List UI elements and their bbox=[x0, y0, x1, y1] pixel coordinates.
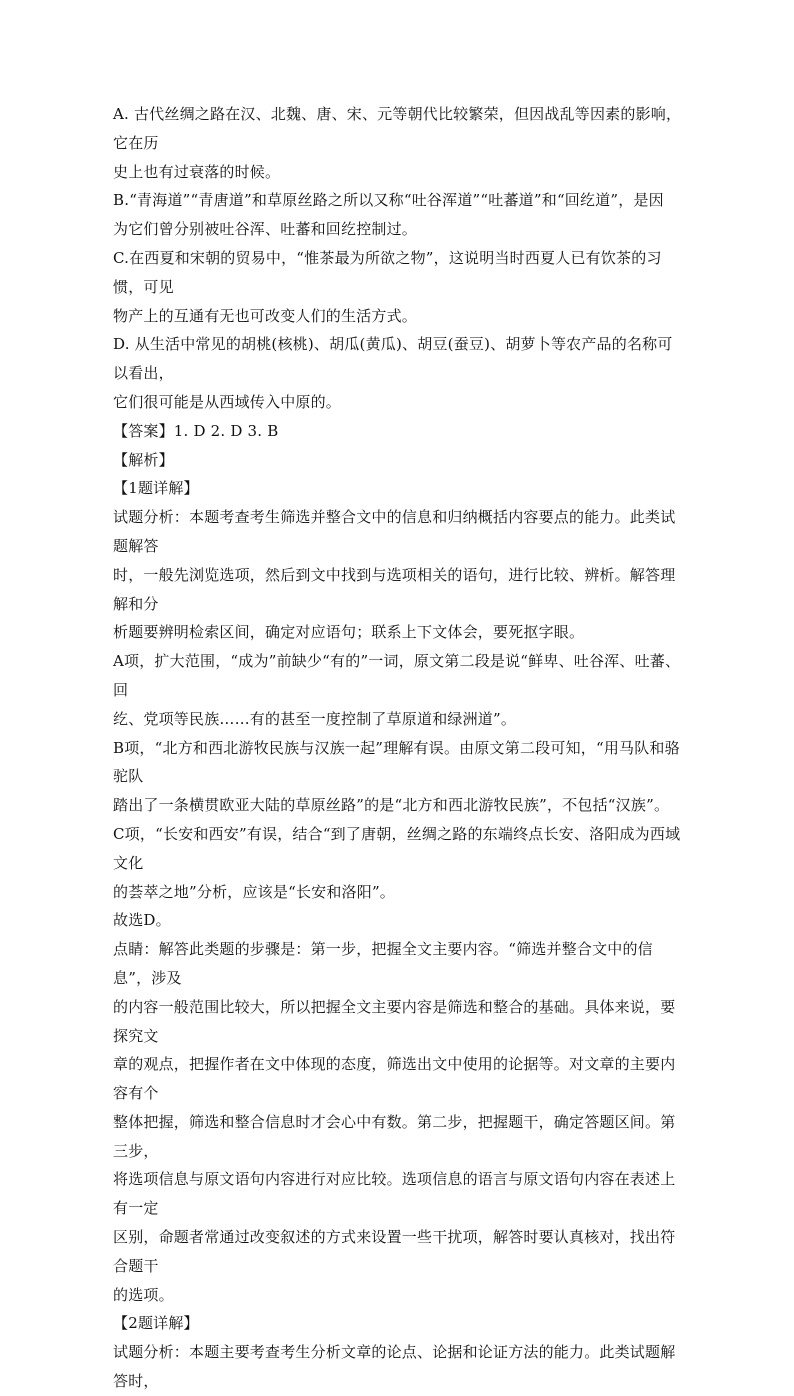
q2-heading: 【2题详解】 bbox=[113, 1314, 199, 1333]
tip-line-4: 整体把握，筛选和整合信息时才会心中有数。第二步，把握题干，确定答题区间。第三步， bbox=[113, 1112, 676, 1160]
q1-analysis-line-2: 时，一般先浏览选项，然后到文中找到与选项相关的语句，进行比较、辨析。解答理解和分 bbox=[113, 565, 676, 613]
q1-item-c-line-1: C项，“长安和西安”有误，结合“到了唐朝，丝绸之路的东端终点长安、洛阳成为西域文化 bbox=[113, 824, 681, 872]
q1-item-a-line-1: A项，扩大范围，“成为”前缺少“有的”一词，原文第二段是说“鲜卑、吐谷浑、吐蕃、回 bbox=[113, 652, 681, 699]
option-a-line-2: 史上也有过衰落的时候。 bbox=[113, 162, 281, 181]
tip-line-3: 章的观点，把握作者在文中体现的态度，筛选出文中使用的论据等。对文章的主要内容有个 bbox=[113, 1055, 676, 1103]
tip-line-7: 的选项。 bbox=[113, 1285, 174, 1304]
q1-item-b-line-2: 踏出了一条横贯欧亚大陆的草原丝路”的是“北方和西北游牧民族”，不包括“汉族”。 bbox=[113, 796, 670, 815]
option-d-line-2: 它们很可能是从西域传入中原的。 bbox=[113, 392, 342, 411]
option-b-line-2: 为它们曾分别被吐谷浑、吐蕃和回纥控制过。 bbox=[113, 220, 418, 239]
option-c-line-2: 物产上的互通有无也可改变人们的生活方式。 bbox=[113, 306, 418, 325]
option-c-line-1: C.在西夏和宋朝的贸易中，“惟茶最为所欲之物”，这说明当时西夏人已有饮茶的习惯，可见 bbox=[113, 248, 662, 296]
q1-item-a-line-2: 纥、党项等民族……有的甚至一度控制了草原道和绿洲道”。 bbox=[113, 709, 517, 728]
q1-analysis-line-3: 析题要辨明检索区间，确定对应语句；联系上下文体会，要死抠字眼。 bbox=[113, 623, 585, 642]
option-d-line-1: D. 从生活中常见的胡桃(核桃)、胡瓜(黄瓜)、胡豆(蚕豆)、胡萝卜等农产品的名称可以看出， bbox=[113, 335, 673, 383]
tip-line-2: 的内容一般范围比较大，所以把握全文主要内容是筛选和整合的基础。具体来说，要探究文 bbox=[113, 997, 676, 1045]
q1-choice: 故选D。 bbox=[113, 911, 171, 930]
q1-analysis-line-1: 试题分析：本题考查考生筛选并整合文中的信息和归纳概括内容要点的能力。此类试题解答 bbox=[113, 508, 676, 555]
q1-item-c-line-2: 的荟萃之地”分析，应该是“长安和洛阳”。 bbox=[113, 882, 396, 901]
q1-heading: 【1题详解】 bbox=[113, 479, 199, 498]
option-a-line-1: A. 古代丝绸之路在汉、北魏、唐、宋、元等朝代比较繁荣，但因战乱等因素的影响，它在历 bbox=[113, 105, 682, 152]
option-b-line-1: B.“青海道”“青唐道”和草原丝路之所以又称“吐谷浑道”“吐蕃道”和“回纥道”，是因 bbox=[113, 191, 664, 210]
analysis-heading: 【解析】 bbox=[113, 450, 174, 469]
q2-analysis-line-1: 试题分析：本题主要考查考生分析文章的论点、论据和论证方法的能力。此类试题解答时， bbox=[113, 1343, 676, 1391]
answer-line: 【答案】1. D 2. D 3. B bbox=[113, 421, 279, 440]
tip-line-5: 将选项信息与原文语句内容进行对应比较。选项信息的语言与原文语句内容在表述上有一定 bbox=[113, 1170, 676, 1218]
q1-item-b-line-1: B项，“北方和西北游牧民族与汉族一起”理解有误。由原文第二段可知，“用马队和骆驼队 bbox=[113, 738, 680, 786]
document-page bbox=[113, 100, 685, 1396]
tip-line-1: 点睛：解答此类题的步骤是：第一步，把握全文主要内容。“筛选并整合文中的信息”，涉及 bbox=[113, 940, 653, 987]
tip-line-6: 区别，命题者常通过改变叙述的方式来设置一些干扰项，解答时要认真核对，找出符合题干 bbox=[113, 1228, 676, 1275]
